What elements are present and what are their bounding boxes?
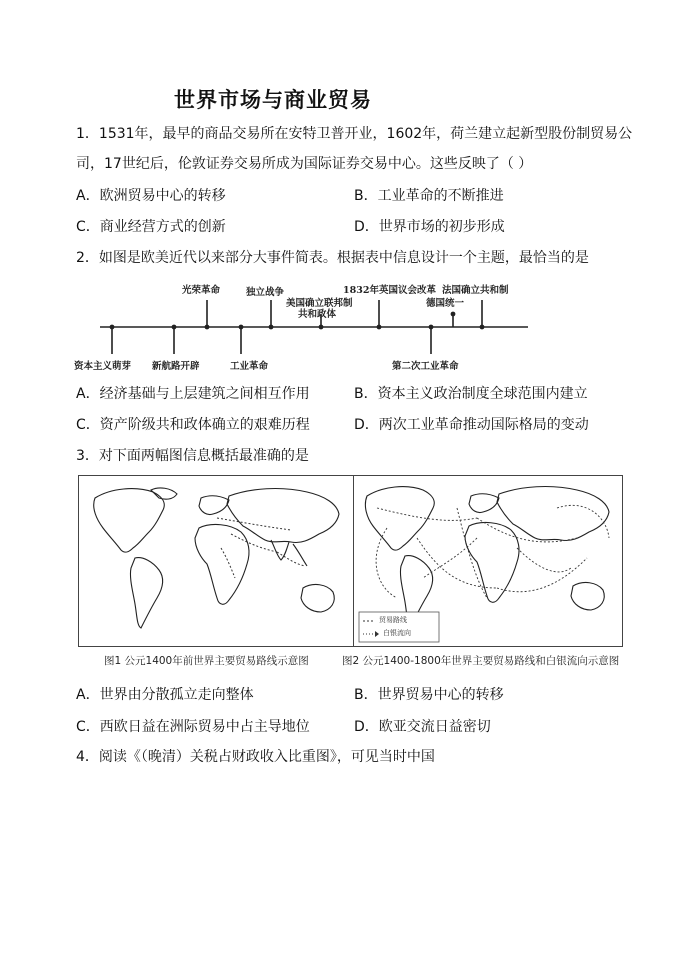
q2-stem: 2．如图是欧美近代以来部分大事件简表。根据表中信息设计一个主题，最恰当的是 (76, 250, 589, 266)
q3-stem: 3．对下面两幅图信息概括最准确的是 (76, 448, 309, 464)
timeline-label-reform-1832: 1832年英国议会改革 (343, 285, 436, 296)
map-trade-routes-before-1400 (81, 478, 351, 644)
q1-option-c[interactable]: C．商业经营方式的创新 (76, 219, 226, 235)
timeline-label-capitalism-sprouts: 资本主义萌芽 (74, 361, 132, 372)
q3-option-d[interactable]: D．欧亚交流日益密切 (354, 719, 491, 735)
timeline-label-industrial-revolution: 工业革命 (230, 361, 269, 372)
q3-option-c[interactable]: C．西欧日益在洲际贸易中占主导地位 (76, 719, 310, 735)
timeline-label-republic: 共和政体 (298, 309, 337, 320)
q2-option-d[interactable]: D．两次工业革命推动国际格局的变动 (354, 417, 589, 433)
timeline-label-german-unification: 德国统一 (426, 298, 465, 309)
q2-option-b[interactable]: B．资本主义政治制度全球范围内建立 (354, 386, 588, 402)
q4-stem: 4．阅读《（晚清）关税占财政收入比重图》，可见当时中国 (76, 749, 435, 765)
q2-option-a[interactable]: A．经济基础与上层建筑之间相互作用 (76, 386, 310, 402)
map-legend-silver-flow: 白银流向 (383, 629, 411, 637)
q2-option-c[interactable]: C．资产阶级共和政体确立的艰难历程 (76, 417, 310, 433)
timeline-label-independence-war: 独立战争 (246, 287, 285, 298)
map-divider (353, 476, 354, 646)
q1-option-a[interactable]: A．欧洲贸易中心的转移 (76, 188, 226, 204)
q1-option-d[interactable]: D．世界市场的初步形成 (354, 219, 505, 235)
q1-option-b[interactable]: B．工业革命的不断推进 (354, 188, 504, 204)
timeline-label-us-federal-system: 美国确立联邦制 (286, 298, 353, 309)
map-legend-trade-route: 贸易路线 (379, 616, 407, 624)
q3-option-b[interactable]: B．世界贸易中心的转移 (354, 687, 504, 703)
q1-stem-line2: 司，17世纪后，伦敦证券交易所成为国际证券交易中心。这些反映了（ ） (76, 156, 533, 172)
page-title: 世界市场与商业贸易 (174, 88, 372, 112)
timeline-label-france-republic: 法国确立共和制 (442, 285, 509, 296)
trade-maps-figure (78, 475, 623, 647)
timeline-label-glorious-revolution: 光荣革命 (182, 285, 221, 296)
map1-caption: 图1 公元1400年前世界主要贸易路线示意图 (104, 655, 309, 667)
map2-caption: 图2 公元1400-1800年世界主要贸易路线和白银流向示意图 (342, 655, 620, 667)
events-timeline (70, 278, 540, 378)
timeline-label-second-industrial-revolution: 第二次工业革命 (392, 361, 459, 372)
timeline-label-new-routes: 新航路开辟 (152, 361, 200, 372)
q1-stem-line1: 1．1531年，最早的商品交易所在安特卫普开业，1602年，荷兰建立起新型股份制贸易公 (76, 126, 633, 142)
q3-option-a[interactable]: A．世界由分散孤立走向整体 (76, 687, 254, 703)
